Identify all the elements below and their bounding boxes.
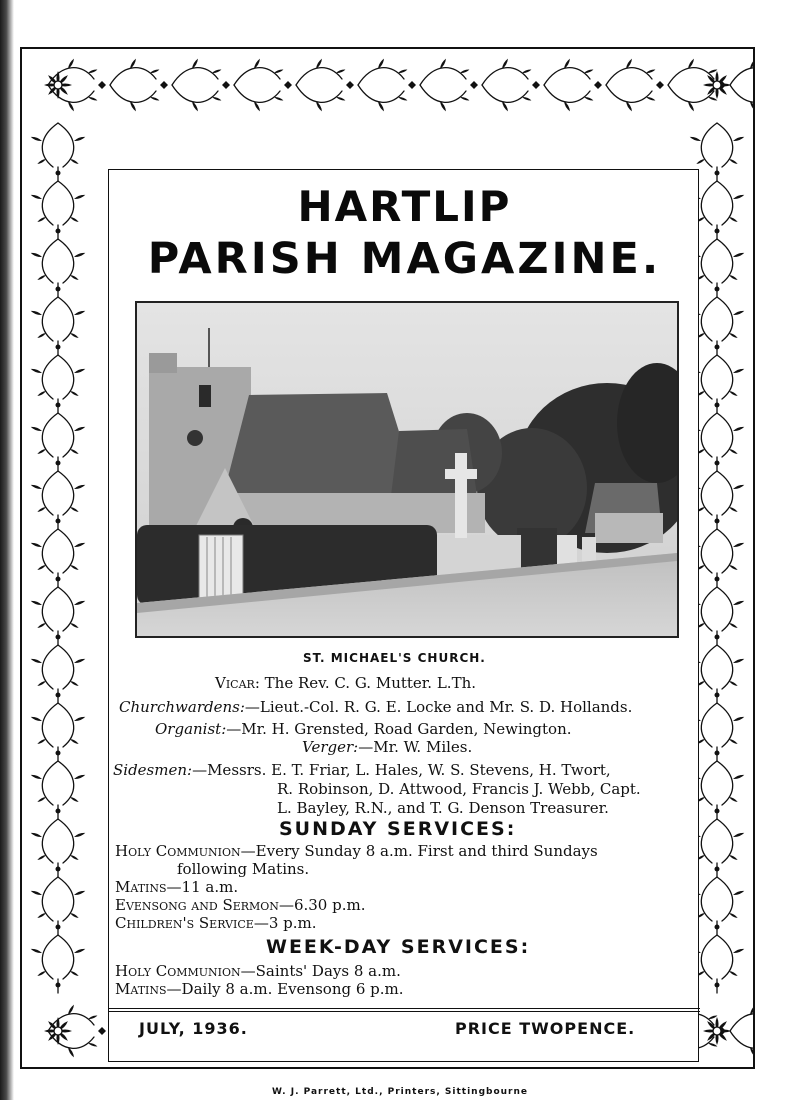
- sunday-holy-communion-times: —Every Sunday 8 a.m. First and third Sundays: [240, 842, 598, 860]
- issue-price: PRICE TWOPENCE.: [455, 1019, 636, 1038]
- verger-label: Verger:: [302, 738, 359, 756]
- sunday-holy-communion-continued: following Matins.: [177, 860, 310, 878]
- weekday-holy-communion-times: —Saints' Days 8 a.m.: [240, 962, 401, 980]
- sunday-childrens-time: —3 p.m.: [253, 914, 317, 932]
- churchwardens-label: Churchwardens:: [119, 698, 245, 716]
- sidesmen-label: Sidesmen:: [113, 761, 193, 779]
- sunday-evensong-time: —6.30 p.m.: [278, 896, 366, 914]
- weekday-matins: [115, 982, 404, 997]
- photo-caption: ST. MICHAEL'S CHURCH.: [303, 651, 486, 665]
- issue-date: JULY, 1936.: [139, 1019, 248, 1038]
- weekday-services-heading: WEEK-DAY SERVICES:: [266, 936, 531, 958]
- binding-shadow: [0, 0, 14, 1100]
- sunday-matins-label: Matins: [115, 878, 167, 896]
- vicar-name: The Rev. C. G. Mutter. L.Th.: [264, 674, 477, 692]
- sidesmen-line-1: [113, 763, 611, 778]
- sunday-evensong-label: Evensong and Sermon: [115, 896, 279, 914]
- footer-rule-top-thin: [109, 1011, 700, 1012]
- sunday-evensong: [115, 898, 365, 913]
- weekday-holy-communion: [115, 964, 401, 979]
- magazine-cover: [20, 47, 755, 1069]
- masthead-line-2: PARISH MAGAZINE.: [147, 234, 662, 284]
- sunday-matins-time: —11 a.m.: [166, 878, 239, 896]
- sunday-childrens-label: Children's Service: [115, 914, 254, 932]
- printer-imprint: W. J. Parrett, Ltd., Printers, Sittingbourne: [271, 1087, 529, 1097]
- sunday-holy-communion: [115, 844, 598, 859]
- churchwardens-line: [119, 700, 632, 715]
- content-panel: [108, 169, 699, 1062]
- verger-line: [302, 740, 472, 755]
- verger-name: —Mr. W. Miles.: [358, 738, 473, 756]
- sidesmen-names-1: —Messrs. E. T. Friar, L. Hales, W. S. Stevens, H. Twort,: [192, 761, 611, 779]
- organist-label: Organist:: [155, 720, 227, 738]
- sunday-matins: [115, 880, 238, 895]
- sidesmen-line-2: R. Robinson, D. Attwood, Francis J. Webb, Capt.: [277, 780, 641, 798]
- church-photograph: [135, 301, 679, 638]
- sidesmen-line-3: L. Bayley, R.N., and T. G. Denson Treasurer.: [277, 799, 609, 817]
- sunday-services-heading: SUNDAY SERVICES:: [279, 818, 517, 840]
- weekday-matins-label: Matins: [115, 980, 167, 998]
- churchwardens-names: —Lieut.-Col. R. G. E. Locke and Mr. S. D. Hollands.: [244, 698, 633, 716]
- vicar-line: [215, 676, 476, 691]
- masthead-line-1: HARTLIP: [297, 182, 512, 231]
- weekday-holy-communion-label: Holy Communion: [115, 962, 241, 980]
- organist-line: [155, 722, 572, 737]
- organist-name: —Mr. H. Grensted, Road Garden, Newington.: [226, 720, 572, 738]
- footer-rule-top: [109, 1008, 700, 1009]
- vicar-label: Vicar:: [215, 674, 260, 692]
- sunday-holy-communion-label: Holy Communion: [115, 842, 241, 860]
- weekday-matins-times: —Daily 8 a.m. Evensong 6 p.m.: [166, 980, 404, 998]
- sunday-childrens-service: [115, 916, 317, 931]
